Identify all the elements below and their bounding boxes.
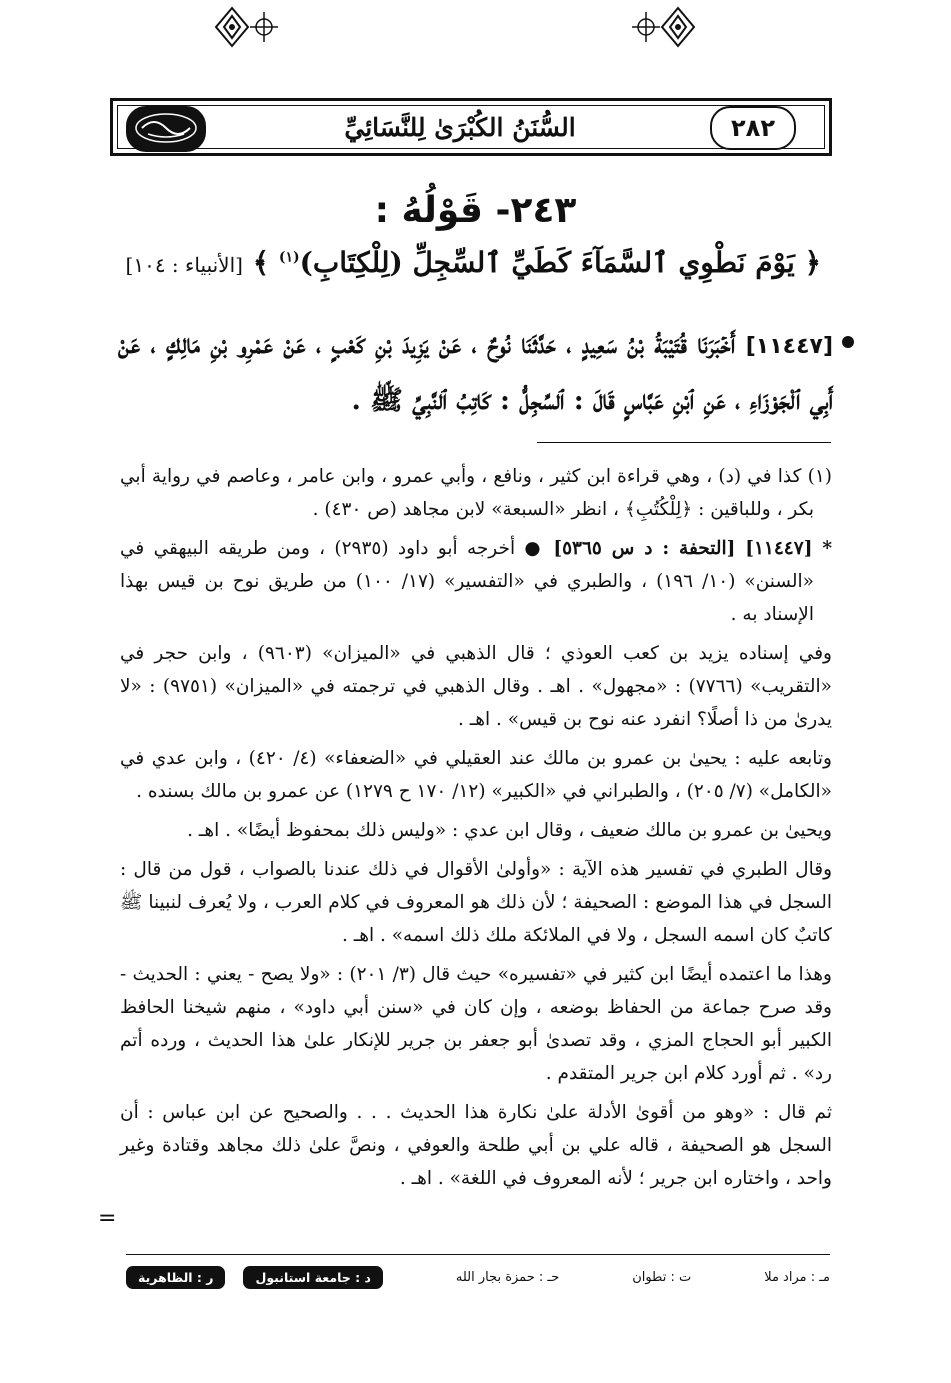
credit-h: حـ : حمزة بجار الله bbox=[455, 1269, 560, 1285]
book-title: السُّنَنُ الكُبْرَىٰ لِلنَّسَائِيِّ bbox=[344, 112, 576, 142]
takhrij-paragraph bbox=[120, 532, 832, 631]
quran-verse bbox=[125, 246, 821, 279]
footer-bar bbox=[126, 1262, 830, 1292]
hadith-text: أَخۡبَرَنَا قُتَيْبَةُ بْنُ سَعِيدٍ ، حَدَّثَنَا نُوحٌ ، عَنْ يَزِيدَ بْنِ كَعْبٍ ، عَنْ عَمْرِو بْنِ مَالِكٍ ، عَنْ أَبِي ٱلْجَوْزَاءِ ، عَنِ ٱبْنِ عَبَّاسٍ قَالَ : ٱلسِّجِلُّ : كَاتِبُ ٱلنَّبِيِّ ﷺ . bbox=[118, 329, 833, 416]
ornament-right-icon bbox=[660, 6, 696, 48]
book-seal-logo bbox=[126, 106, 206, 152]
note-paragraph-5: وقال الطبري في تفسير هذه الآية : «وأولىٰ الأقوال في ذلك عندنا بالصواب ، قول من قال : السجل في هذا الموضع : الصحيفة ؛ لأن ذلك هو المعروف في كلام العرب ، ولا يُعرف لنبينا ﷺ كاتبٌ كان اسمه السجل ، ولا في الملائكة ملك ذلك اسمه» . اهـ . bbox=[120, 859, 833, 946]
tag-istanbul: د : جامعة استانبول bbox=[243, 1266, 382, 1289]
note-paragraph-7: ثم قال : «وهو من أقوىٰ الأدلة علىٰ نكارة هذا الحديث . . . والصحيح عن ابن عباس : أن السجل هو الصحيفة ، قاله علي بن أبي طلحة والعوفي ، ونصَّ علىٰ ذلك مجاهد وقتادة وغير واحد ، واختاره ابن جرير ؛ لأنه المعروف في اللغة» . اهـ . bbox=[120, 1102, 832, 1189]
note-paragraph-2: وفي إسناده يزيد بن كعب العوذي ؛ قال الذهبي في «الميزان» (٩٦٠٣) ، وابن حجر في «التقريب» (٧٧٦٦) : «مجهول» . اهـ . وقال الذهبي في ترجمته في «الميزان» (٩٧٥١) : «لا يدرىٰ من ذا أصلًا؟ انفرد عنه نوح بن قيس» . اهـ . bbox=[120, 643, 832, 730]
page-number: ٢٨٢ bbox=[710, 106, 796, 150]
ornament-left-2-icon bbox=[246, 6, 282, 48]
ornament-right-2-icon bbox=[628, 6, 664, 48]
credit-t: ت : تطوان bbox=[632, 1269, 692, 1285]
note-paragraph-3: وتابعه عليه : يحيىٰ بن عمرو بن مالك عند العقيلي في «الضعفاء» (٤/ ٤٢٠) ، وابن عدي في «الكامل» (٧/ ٢٠٥) ، والطبراني في «الكبير» (١٢/ ١٧٠ ح ١٢٧٩) عن عمرو بن مالك بسنده . bbox=[120, 748, 832, 802]
seal-icon bbox=[128, 108, 204, 150]
verse-reference: [الأنبياء : ١٠٤] bbox=[125, 253, 243, 277]
verse-footnote-marker: (١) bbox=[278, 249, 300, 266]
footnotes bbox=[120, 460, 832, 1201]
note-paragraph-4: ويحيىٰ بن عمرو بن مالك ضعيف ، وقال ابن عدي : «وليس ذلك بمحفوظ أيضًا» . اهـ . bbox=[187, 820, 832, 841]
footer-rule bbox=[126, 1254, 830, 1255]
footnote-1: (١) كذا في (د) ، وهي قراءة ابن كثير ، ونافع ، وأبي عمرو ، وابن عامر ، وعاصم في رواية أبي بكر ، وللباقين : ﴿لِلْكُتُبِ﴾ ، انظر «السبعة» لابن مجاهد (ص ٤٣٠) . bbox=[120, 466, 832, 520]
chapter-heading: ٢٤٣- قَوْلُهُ : bbox=[374, 190, 577, 231]
hadith-bullet-icon bbox=[842, 336, 854, 348]
continuation-mark: = bbox=[98, 1206, 117, 1231]
ornament-left-icon bbox=[214, 6, 250, 48]
hadith-text-block bbox=[118, 318, 833, 428]
verse-close-bracket: ﴾ bbox=[252, 246, 270, 279]
takhrij-body: ● أخرجه أبو داود (٢٩٣٥) ، ومن طريقه البيهقي في «السنن» (١٠/ ١٩٦) ، والطبري في «التفسير» (١٧/ ١٠٠) من طريق نوح بن قيس بهذا الإسناد به . bbox=[120, 538, 814, 625]
footnote-separator bbox=[537, 442, 831, 443]
verse-text: ﴿ يَوْمَ نَطْوِي ٱلسَّمَآءَ كَطَيِّ ٱلسِّجِلِّ (لِلْكِتَابِ) bbox=[299, 246, 821, 279]
manuscript-tags bbox=[126, 1266, 383, 1289]
tag-zahiriyya: ر : الظاهرية bbox=[126, 1266, 225, 1289]
hadith-number: [١١٤٤٧] bbox=[745, 334, 833, 359]
takhrij-head: * [١١٤٤٧] [التحفة : د س ٥٣٦٥] bbox=[553, 538, 832, 559]
note-paragraph-6: وهذا ما اعتمده أيضًا ابن كثير في «تفسيره» حيث قال (٣/ ٢٠١) : «ولا يصح - يعني : الحديث - وقد صرح جماعة من الحفاظ بوضعه ، وإن كان في «سنن أبي داود» ، منهم شيخنا الحافظ الكبير أبو الحجاج المزي ، وقد تصدىٰ أبو جعفر بن جرير للإنكار علىٰ هذا الحديث ، ورده أتم رد» . ثم أورد كلام ابن جرير المتقدم . bbox=[120, 964, 832, 1084]
credit-m: مـ : مراد ملا bbox=[764, 1269, 830, 1285]
